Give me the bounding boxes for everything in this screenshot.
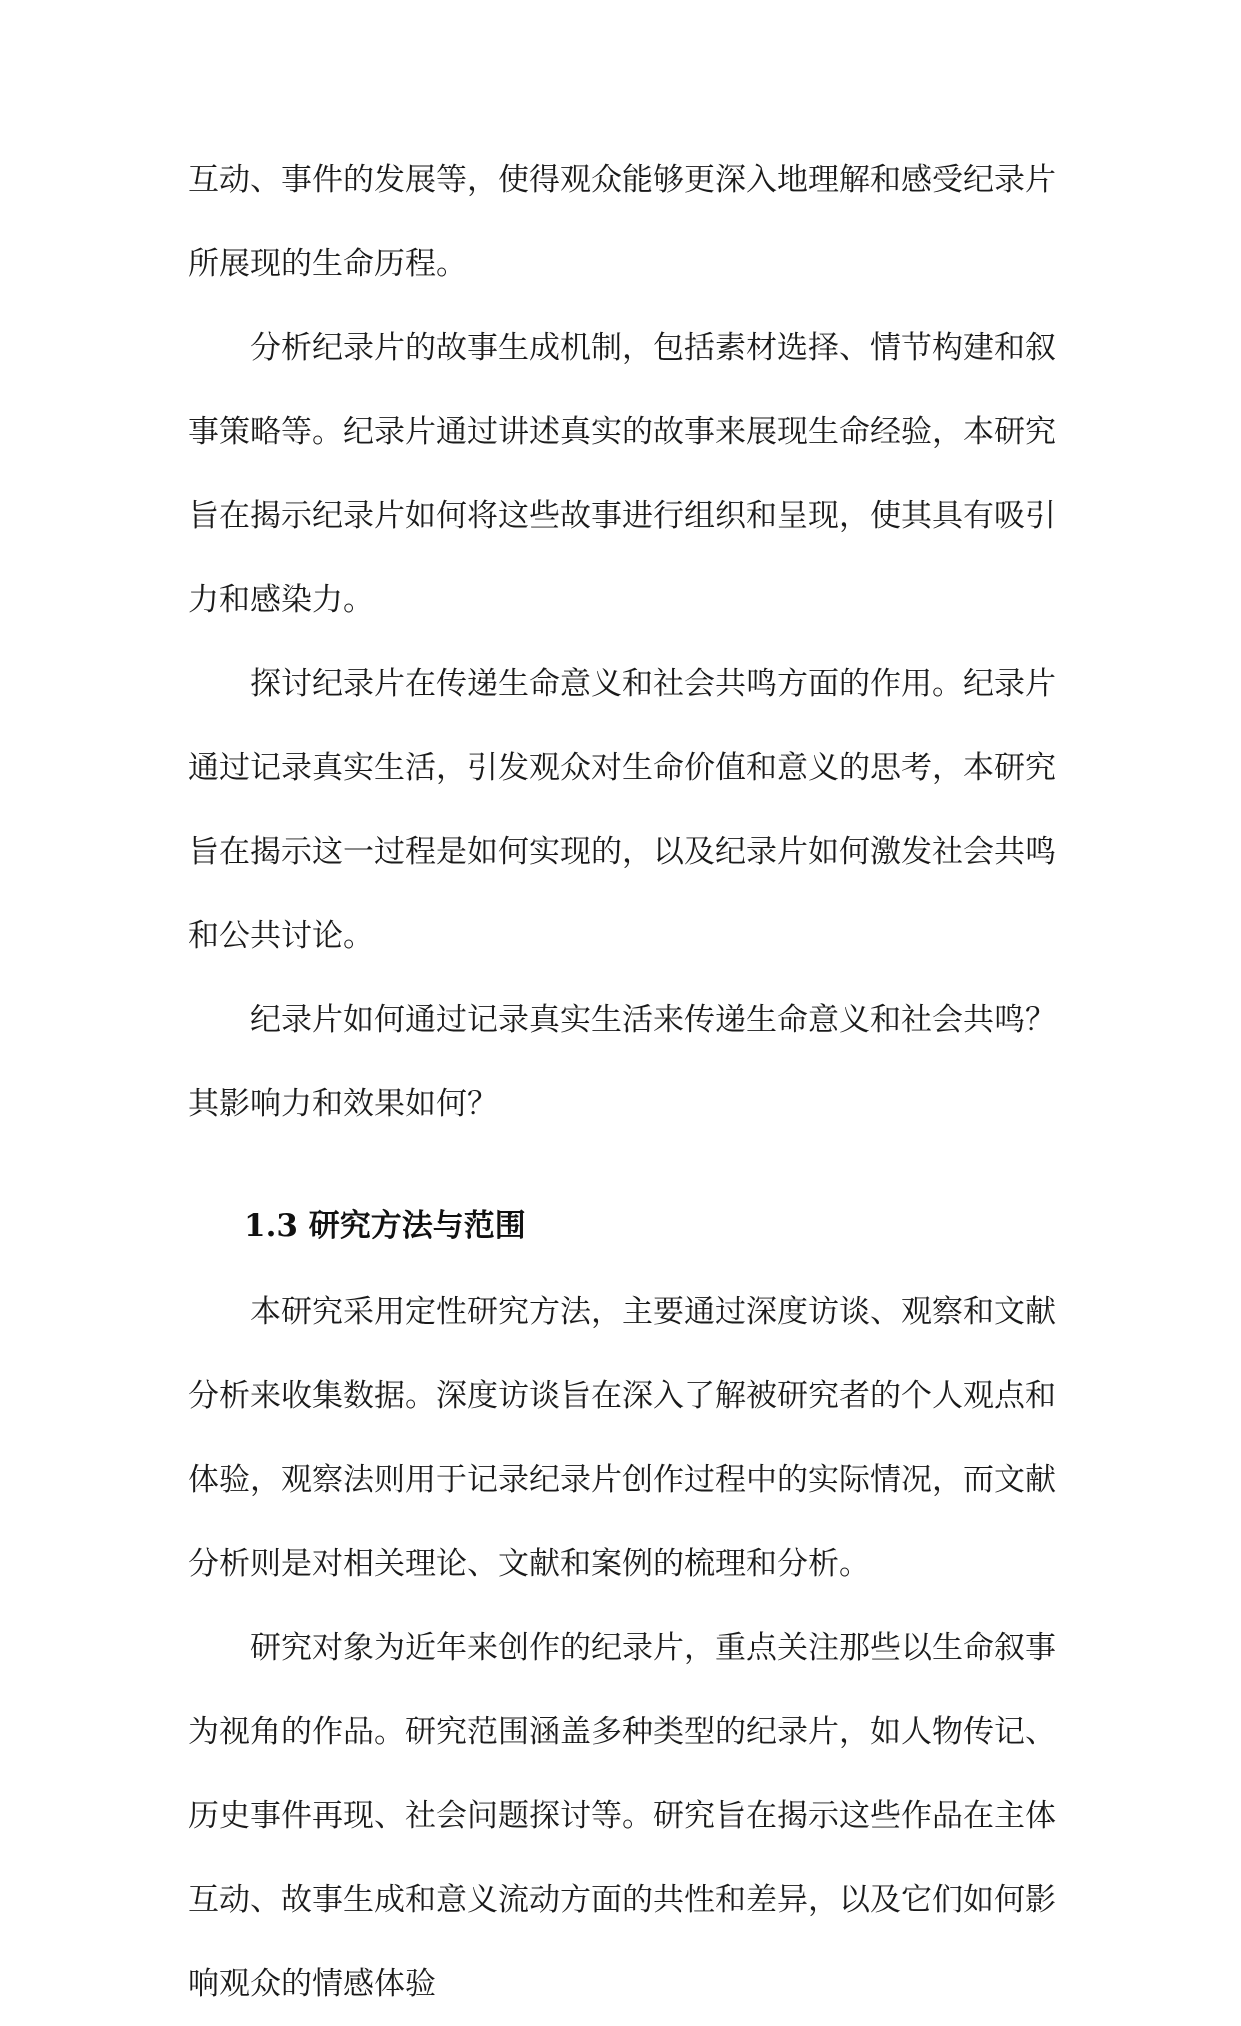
section-heading: 1.3 研究方法与范围: [244, 1208, 526, 1244]
paragraph-scope: 研究对象为近年来创作的纪录片，重点关注那些以生命叙事为视角的作品。研究范围涵盖多种类型的纪录片，如人物传记、历史事件再现、社会问题探讨等。研究旨在揭示这些作品在主体互动、故事生成和意义流动方面的共性和差异，以及它们如何影响观众的情感体验: [188, 1630, 1056, 2002]
paragraph-story-mechanism: 分析纪录片的故事生成机制，包括素材选择、情节构建和叙事策略等。纪录片通过讲述真实的故事来展现生命经验，本研究旨在揭示纪录片如何将这些故事进行组织和呈现，使其具有吸引力和感染力。: [188, 330, 1056, 618]
paragraph-research-question: 纪录片如何通过记录真实生活来传递生命意义和社会共鸣？其影响力和效果如何？: [188, 1002, 1056, 1122]
page-body: [188, 138, 1056, 2026]
paragraph-continuation: 互动、事件的发展等，使得观众能够更深入地理解和感受纪录片所展现的生命历程。: [188, 162, 1056, 282]
paragraph-methods: 本研究采用定性研究方法，主要通过深度访谈、观察和文献分析来收集数据。深度访谈旨在深入了解被研究者的个人观点和体验，观察法则用于记录纪录片创作过程中的实际情况，而文献分析则是对相关理论、文献和案例的梳理和分析。: [188, 1294, 1056, 1582]
paragraph-meaning-resonance: 探讨纪录片在传递生命意义和社会共鸣方面的作用。纪录片通过记录真实生活，引发观众对生命价值和意义的思考，本研究旨在揭示这一过程是如何实现的，以及纪录片如何激发社会共鸣和公共讨论。: [188, 666, 1056, 954]
